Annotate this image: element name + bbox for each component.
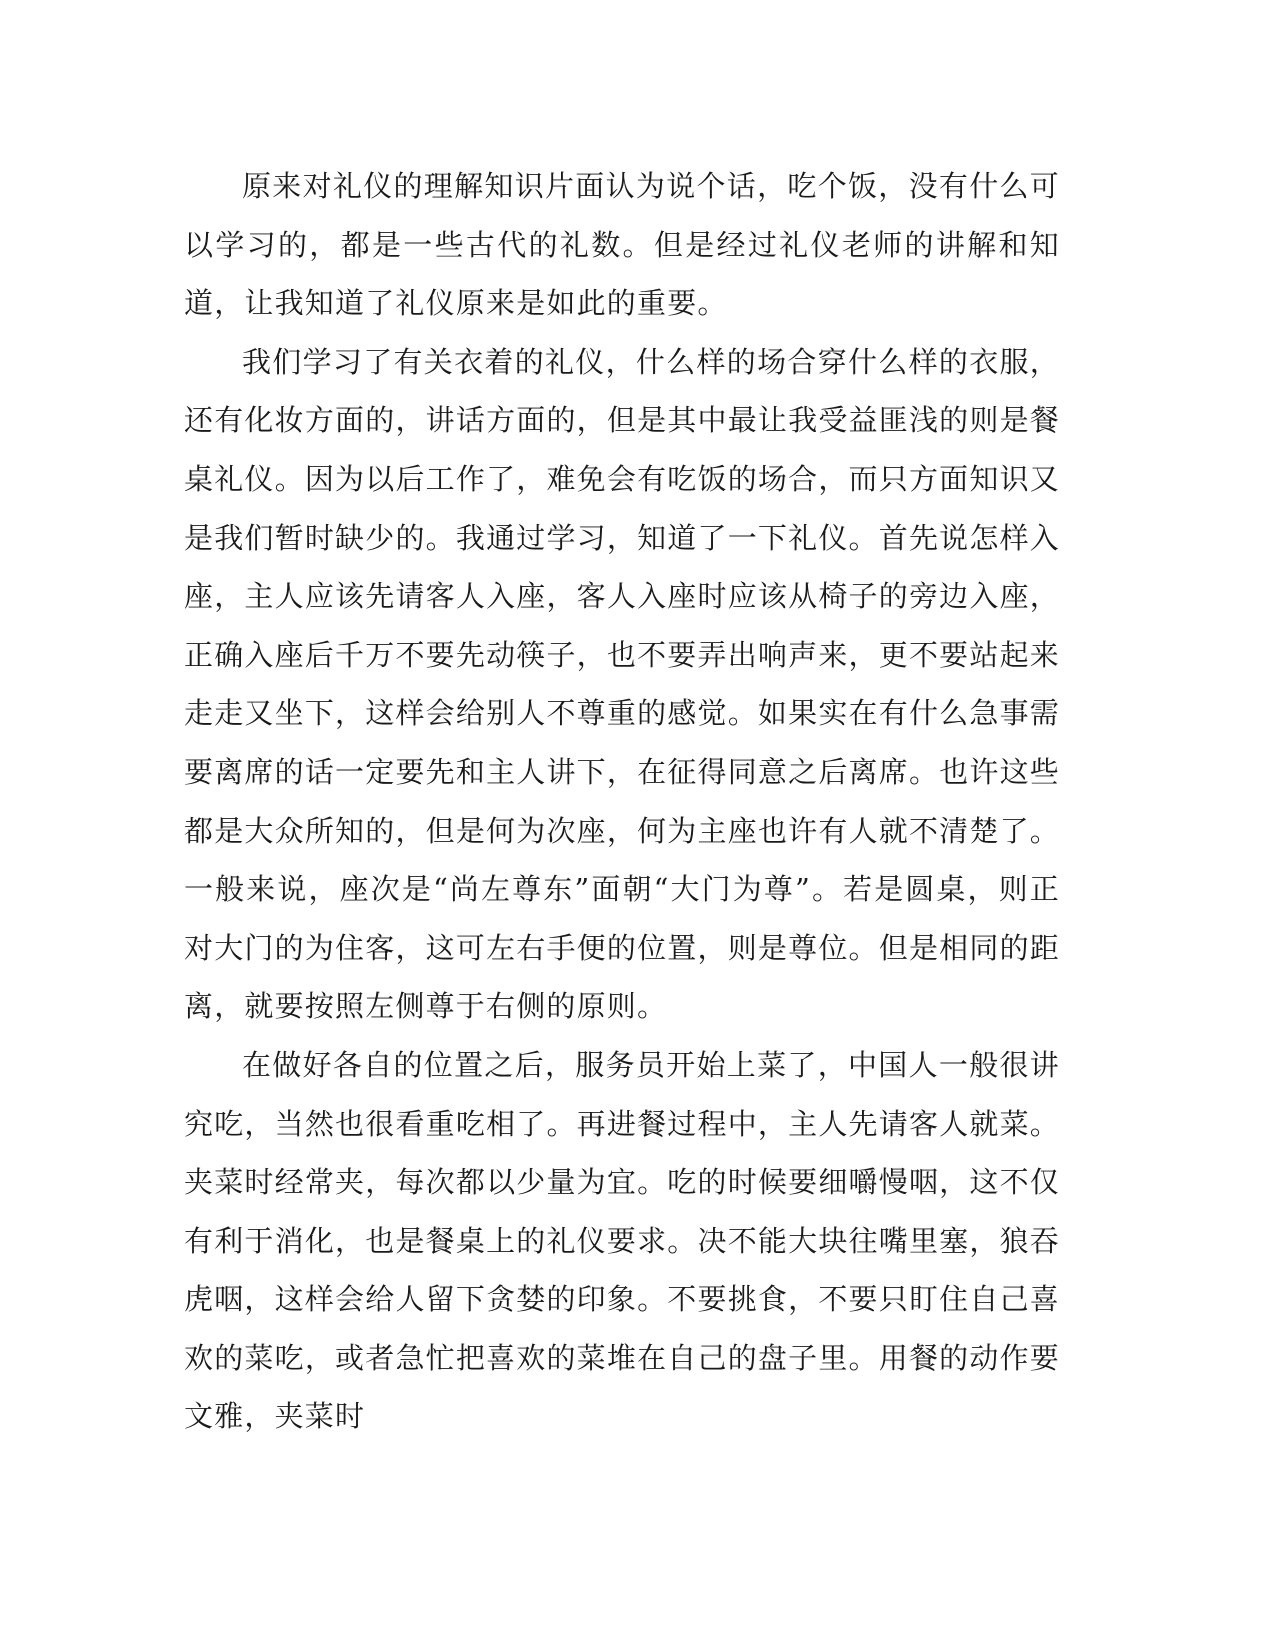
paragraph-3: 在做好各自的位置之后，服务员开始上菜了，中国人一般很讲究吃，当然也很看重吃相了。再进餐过程中，主人先请客人就菜。夹菜时经常夹，每次都以少量为宜。吃的时候要细嚼慢咽，这不仅有利于消化，也是餐桌上的礼仪要求。决不能大块往嘴里塞，狼吞虎咽，这样会给人留下贪婪的印象。不要挑食，不要只盯住自己喜欢的菜吃，或者急忙把喜欢的菜堆在自己的盘子里。用餐的动作要文雅，夹菜时 [184,1047,1060,1434]
body-text [184,157,1060,1446]
paragraph-1: 原来对礼仪的理解知识片面认为说个话，吃个饭，没有什么可以学习的，都是一些古代的礼数。但是经过礼仪老师的讲解和知道，让我知道了礼仪原来是如此的重要。 [184,169,1060,321]
paragraph-2: 我们学习了有关衣着的礼仪，什么样的场合穿什么样的衣服，还有化妆方面的，讲话方面的，但是其中最让我受益匪浅的则是餐桌礼仪。因为以后工作了，难免会有吃饭的场合，而只方面知识又是我们暂时缺少的。我通过学习，知道了一下礼仪。首先说怎样入座，主人应该先请客人入座，客人入座时应该从椅子的旁边入座，正确入座后千万不要先动筷子，也不要弄出响声来，更不要站起来走走又坐下，这样会给别人不尊重的感觉。如果实在有什么急事需要离席的话一定要先和主人讲下，在征得同意之后离席。也许这些都是大众所知的，但是何为次座，何为主座也许有人就不清楚了。一般来说，座次是“尚左尊东”面朝“大门为尊”。若是圆桌，则正对大门的为住客，这可左右手便的位置，则是尊位。但是相同的距离，就要按照左侧尊于右侧的原则。 [184,344,1060,1024]
